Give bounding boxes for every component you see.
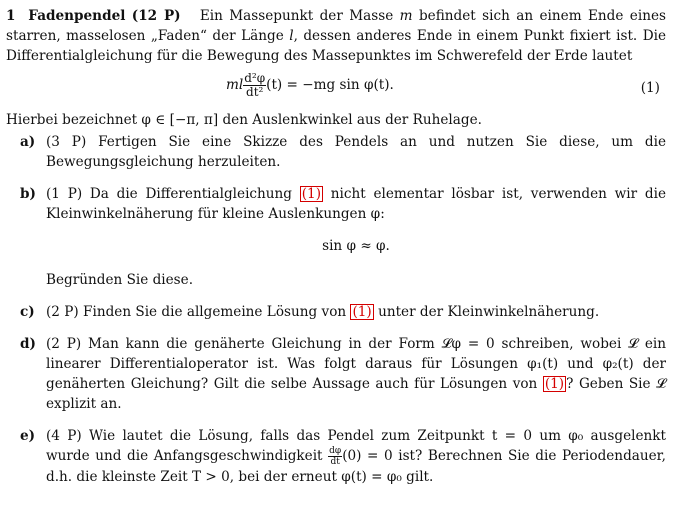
velocity-fraction	[328, 446, 342, 467]
equation-1-body	[226, 72, 394, 99]
intro-text-1: Ein Massepunkt der Masse	[199, 8, 394, 24]
length-symbol: l	[289, 28, 294, 44]
equation-number: (1)	[640, 80, 660, 96]
exercise-heading	[6, 8, 181, 24]
item-b	[6, 184, 666, 290]
item-a-label: a)	[20, 134, 36, 150]
item-a	[6, 132, 666, 172]
equation-fraction-numerator: d²φ	[244, 71, 266, 85]
item-c-text-1: (2 P) Finden Sie die allgemeine Lösung von	[46, 304, 347, 320]
exercise-points: (12 P)	[131, 8, 181, 24]
equation-1	[6, 66, 666, 110]
exercise-number: 1	[6, 8, 16, 24]
small-angle-equation: sin φ ≈ φ.	[322, 238, 390, 254]
item-e	[6, 426, 666, 487]
equation-suffix: (t) = −mg sin φ(t).	[266, 77, 394, 93]
item-b-text-3: Begründen Sie diese.	[46, 272, 194, 288]
equation-prefix: ml	[226, 77, 244, 93]
item-b-text-2: nicht elementar lösbar ist, verwenden wir die Kleinwinkelnäherung für kleine Auslenkungen φ:	[46, 186, 666, 222]
item-d-text-1: (2 P) Man kann die genäherte Gleichung in der Form 𝓛φ = 0 schreiben, wobei 𝓛 ein linearer Differentialoperator ist. Was folgt daraus für Lösungen φ₁(t) und φ₂(t) der genäherten Gleichung? Gilt die selbe Aussage auch für Lösungen von	[46, 336, 666, 392]
item-d-label: d)	[20, 336, 36, 352]
equation-fraction	[243, 72, 266, 99]
item-c	[6, 302, 666, 322]
intro-text-2: befindet sich an einem Ende eines starren, masselosen „Faden“ der Länge	[6, 8, 666, 44]
item-e-text-1: (4 P) Wie lautet die Lösung, falls das Pendel zum Zeitpunkt t = 0 um φ₀ ausgelenkt wurde und die Anfangsgeschwindigkeit	[46, 428, 666, 464]
equation-ref-link[interactable]: (1)	[301, 186, 322, 202]
item-d	[6, 334, 666, 414]
intro-paragraph	[6, 6, 666, 66]
item-b-label: b)	[20, 186, 36, 202]
mass-symbol: m	[399, 8, 413, 24]
item-c-label: c)	[20, 304, 35, 320]
equation-fraction-denominator: dt²	[246, 85, 264, 99]
velocity-fraction-denominator: dt	[330, 457, 340, 467]
intro-text-3: , dessen anderes Ende in einem Punkt fixiert ist. Die Differentialgleichung für die Bewegung des Massepunktes im Schwerefeld der Erde lautet	[6, 28, 666, 64]
item-d-text-2: ? Geben Sie 𝓛 explizit an.	[46, 376, 666, 412]
angle-definition: Hierbei bezeichnet φ ∈ [−π, π] den Auslenkwinkel aus der Ruhelage.	[6, 112, 482, 128]
item-c-text-2: unter der Kleinwinkelnäherung.	[378, 304, 600, 320]
item-e-label: e)	[20, 428, 36, 444]
equation-ref-link[interactable]: (1)	[352, 304, 372, 320]
item-a-text: (3 P) Fertigen Sie eine Skizze des Pendels an und nutzen Sie diese, um die Bewegungsgleichung herzuleiten.	[46, 134, 666, 170]
item-e-text-2: (0) = 0 ist? Berechnen Sie die Periodendauer, d.h. die kleinste Zeit T > 0, bei der erneut φ(t) = φ₀ gilt.	[46, 448, 666, 485]
equation-ref-link[interactable]: (1)	[544, 376, 565, 392]
exercise-title: Fadenpendel	[28, 8, 126, 24]
item-b-text-1: (1 P) Da die Differentialgleichung	[46, 186, 292, 202]
velocity-fraction-numerator: dφ	[329, 446, 342, 456]
